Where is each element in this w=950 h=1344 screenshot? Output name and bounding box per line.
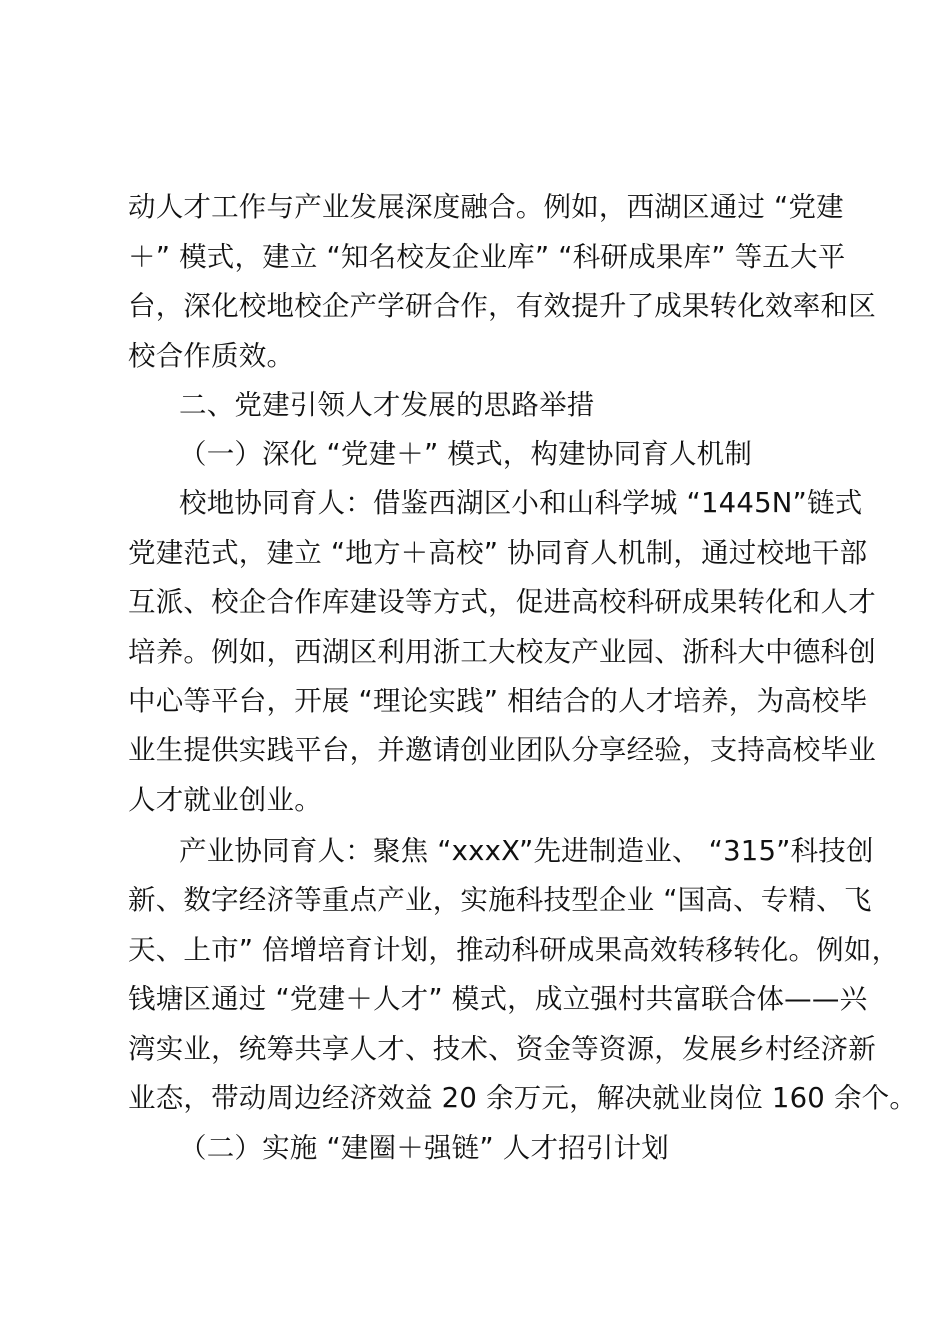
paragraph-line: 校合作质效。 xyxy=(128,340,295,372)
paragraph-line: 业态，带动周边经济效益 20 余万元，解决就业岗位 160 余个。 xyxy=(128,1082,918,1114)
paragraph-line: 培养。例如，西湖区利用浙工大校友产业园、浙科大中德科创 xyxy=(128,636,876,668)
paragraph-line: 台，深化校地校企产学研合作，有效提升了成果转化效率和区 xyxy=(128,290,876,322)
paragraph-line: 中心等平台，开展 “理论实践” 相结合的人才培养，为高校毕 xyxy=(128,685,868,717)
paragraph-line: 校地协同育人：借鉴西湖区小和山科学城 “1445N”链式 xyxy=(179,487,863,519)
paragraph-line: 动人才工作与产业发展深度融合。例如，西湖区通过 “党建 xyxy=(128,191,844,223)
subsection-heading: （一）深化 “党建＋” 模式，构建协同育人机制 xyxy=(179,438,753,470)
section-heading: 二、党建引领人才发展的思路举措 xyxy=(179,389,595,421)
paragraph-line: 党建范式，建立 “地方＋高校” 协同育人机制，通过校地干部 xyxy=(128,537,868,569)
paragraph-line: 湾实业，统筹共享人才、技术、资金等资源，发展乡村经济新 xyxy=(128,1033,876,1065)
paragraph-line: 天、上市” 倍增培育计划，推动科研成果高效转移转化。例如， xyxy=(128,934,900,966)
paragraph-line: 人才就业创业。 xyxy=(128,784,322,816)
paragraph-line: 互派、校企合作库建设等方式，促进高校科研成果转化和人才 xyxy=(128,586,876,618)
paragraph-line: 新、数字经济等重点产业，实施科技型企业 “国高、专精、飞 xyxy=(128,884,872,916)
subsection-heading: （二）实施 “建圈＋强链” 人才招引计划 xyxy=(179,1132,669,1164)
paragraph-line: ＋” 模式，建立 “知名校友企业库” “科研成果库” 等五大平 xyxy=(128,241,846,273)
paragraph-line: 业生提供实践平台，并邀请创业团队分享经验，支持高校毕业 xyxy=(128,734,876,766)
paragraph-line: 产业协同育人：聚焦 “xxxX”先进制造业、 “315”科技创 xyxy=(179,835,874,867)
paragraph-line: 钱塘区通过 “党建＋人才” 模式，成立强村共富联合体——兴 xyxy=(128,983,868,1015)
